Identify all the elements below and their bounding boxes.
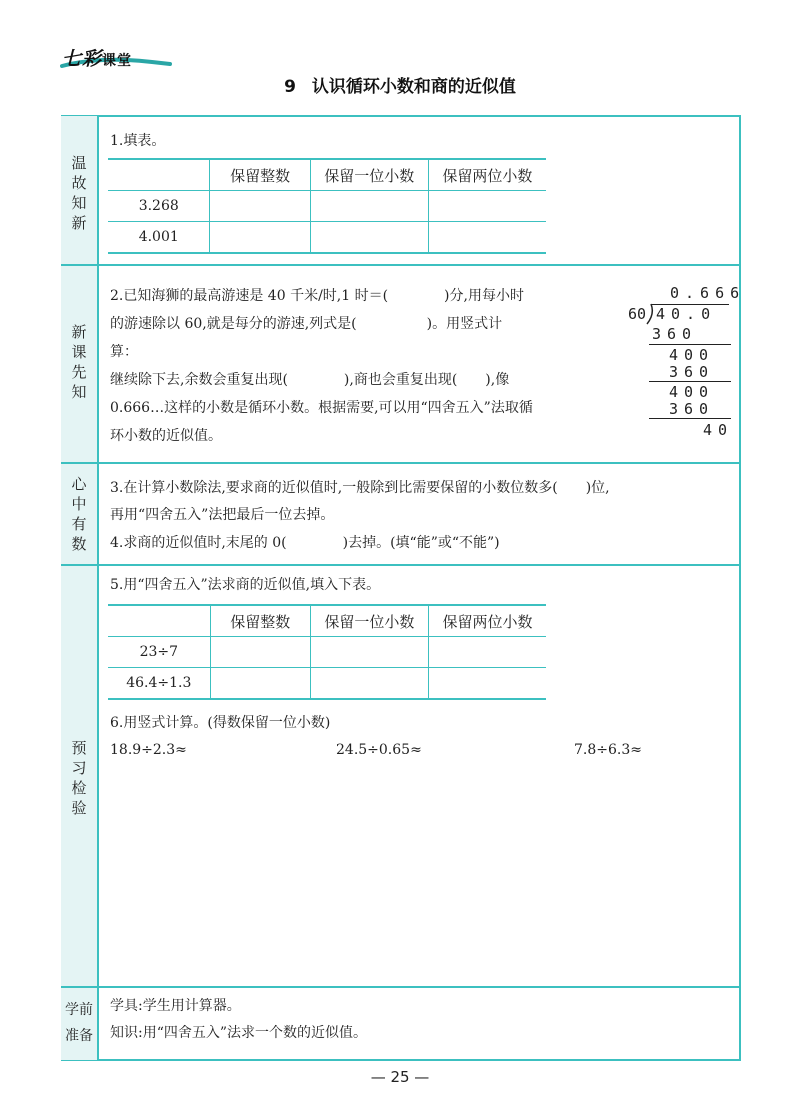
division-line	[649, 418, 731, 419]
row-label: 46.4÷1.3	[108, 668, 210, 700]
sidebar-new	[61, 266, 99, 462]
q2-line: 继续除下去,余数会重复出现( ),商也会重复出现( ),像	[110, 372, 510, 388]
divider	[61, 264, 741, 266]
table-header-cell: 保留整数	[210, 605, 310, 637]
division-step: 360	[669, 363, 715, 381]
section-label-review: 温 故 知 新	[71, 154, 87, 232]
table-row	[108, 191, 546, 222]
division-dividend: 40.0	[656, 305, 717, 323]
lesson-title: 认识循环小数和商的近似值	[311, 77, 516, 97]
table-header-cell: 保留整数	[210, 159, 310, 191]
answer-cell[interactable]	[210, 637, 310, 668]
q6-title: 6.用竖式计算。(得数保留一位小数)	[110, 715, 331, 731]
division-divisor: 60	[628, 305, 647, 323]
q5-title: 5.用“四舍五入”法求商的近似值,填入下表。	[110, 577, 381, 593]
division-step: 400	[669, 346, 715, 364]
answer-cell[interactable]	[428, 191, 546, 222]
answer-cell[interactable]	[428, 668, 546, 700]
answer-cell[interactable]	[310, 222, 428, 254]
division-step: 400	[669, 383, 715, 401]
q2-line: 的游速除以 60,就是每分的游速,列式是( )。用竖式计	[110, 316, 503, 332]
q4-line: 4.求商的近似值时,末尾的 0( )去掉。(填“能”或“不能”)	[110, 535, 500, 551]
division-step: 360	[669, 400, 715, 418]
sidebar-preview	[61, 566, 99, 986]
brand-logo-main: 七彩	[62, 48, 103, 70]
row-label: 4.001	[108, 222, 210, 254]
division-step: 360	[652, 325, 698, 343]
table-header-cell: 保留两位小数	[428, 605, 546, 637]
table-header-cell: 保留一位小数	[310, 605, 428, 637]
division-line	[649, 381, 731, 382]
q5-table	[108, 604, 546, 700]
division-remainder: 40	[703, 421, 734, 439]
brand-logo-sub: 课堂	[102, 53, 133, 69]
table-row	[108, 637, 546, 668]
q3-line: 3.在计算小数除法,要求商的近似值时,一般除到比需要保留的小数位数多( )位,	[110, 480, 610, 496]
q1-table	[108, 158, 546, 254]
answer-cell[interactable]	[428, 222, 546, 254]
table-header-row	[108, 159, 546, 191]
division-quotient: 0.666	[670, 284, 746, 302]
q6-item: 24.5÷0.65≈	[336, 742, 422, 758]
table-header-cell	[108, 605, 210, 637]
section-label-mind: 心 中 有 数	[71, 475, 87, 553]
q6-item: 18.9÷2.3≈	[110, 742, 187, 758]
answer-cell[interactable]	[210, 191, 310, 222]
prep-knowledge: 知识:用“四舍五入”法求一个数的近似值。	[110, 1025, 368, 1041]
divider	[61, 462, 741, 464]
row-label: 3.268	[108, 191, 210, 222]
answer-cell[interactable]	[310, 191, 428, 222]
brand-logo-text	[62, 44, 132, 71]
sidebar-review	[61, 116, 99, 264]
divider	[61, 564, 741, 566]
table-header-cell	[108, 159, 210, 191]
q2-line: 环小数的近似值。	[110, 428, 222, 444]
prep-tools: 学具:学生用计算器。	[110, 998, 241, 1014]
lesson-number: 9	[284, 77, 296, 97]
sidebar-prep	[61, 988, 99, 1060]
section-label-new: 新 课 先 知	[71, 323, 87, 401]
sidebar-mind	[61, 464, 99, 564]
answer-cell[interactable]	[210, 668, 310, 700]
page-title	[0, 72, 800, 97]
answer-cell[interactable]	[310, 668, 428, 700]
section-label-prep: 学前 准备	[65, 1002, 93, 1044]
division-line	[649, 344, 731, 345]
table-header-cell: 保留两位小数	[428, 159, 546, 191]
q3-line: 再用“四舍五入”法把最后一位去掉。	[110, 507, 335, 523]
row-label: 23÷7	[108, 637, 210, 668]
table-row	[108, 668, 546, 700]
table-row	[108, 222, 546, 254]
q1-title: 1.填表。	[110, 133, 166, 149]
q2-line: 算：	[110, 344, 138, 360]
page-number: — 25 —	[370, 1068, 430, 1086]
answer-cell[interactable]	[210, 222, 310, 254]
q2-line: 0.666…这样的小数是循环小数。根据需要,可以用“四舍五入”法取循	[110, 400, 533, 416]
q2-line: 2.已知海狮的最高游速是 40 千米/时,1 时＝( )分,用每小时	[110, 288, 524, 304]
answer-cell[interactable]	[428, 637, 546, 668]
section-label-preview: 预 习 检 验	[71, 739, 87, 817]
table-header-row	[108, 605, 546, 637]
answer-cell[interactable]	[310, 637, 428, 668]
divider	[61, 986, 741, 988]
table-header-cell: 保留一位小数	[310, 159, 428, 191]
q6-item: 7.8÷6.3≈	[574, 742, 642, 758]
